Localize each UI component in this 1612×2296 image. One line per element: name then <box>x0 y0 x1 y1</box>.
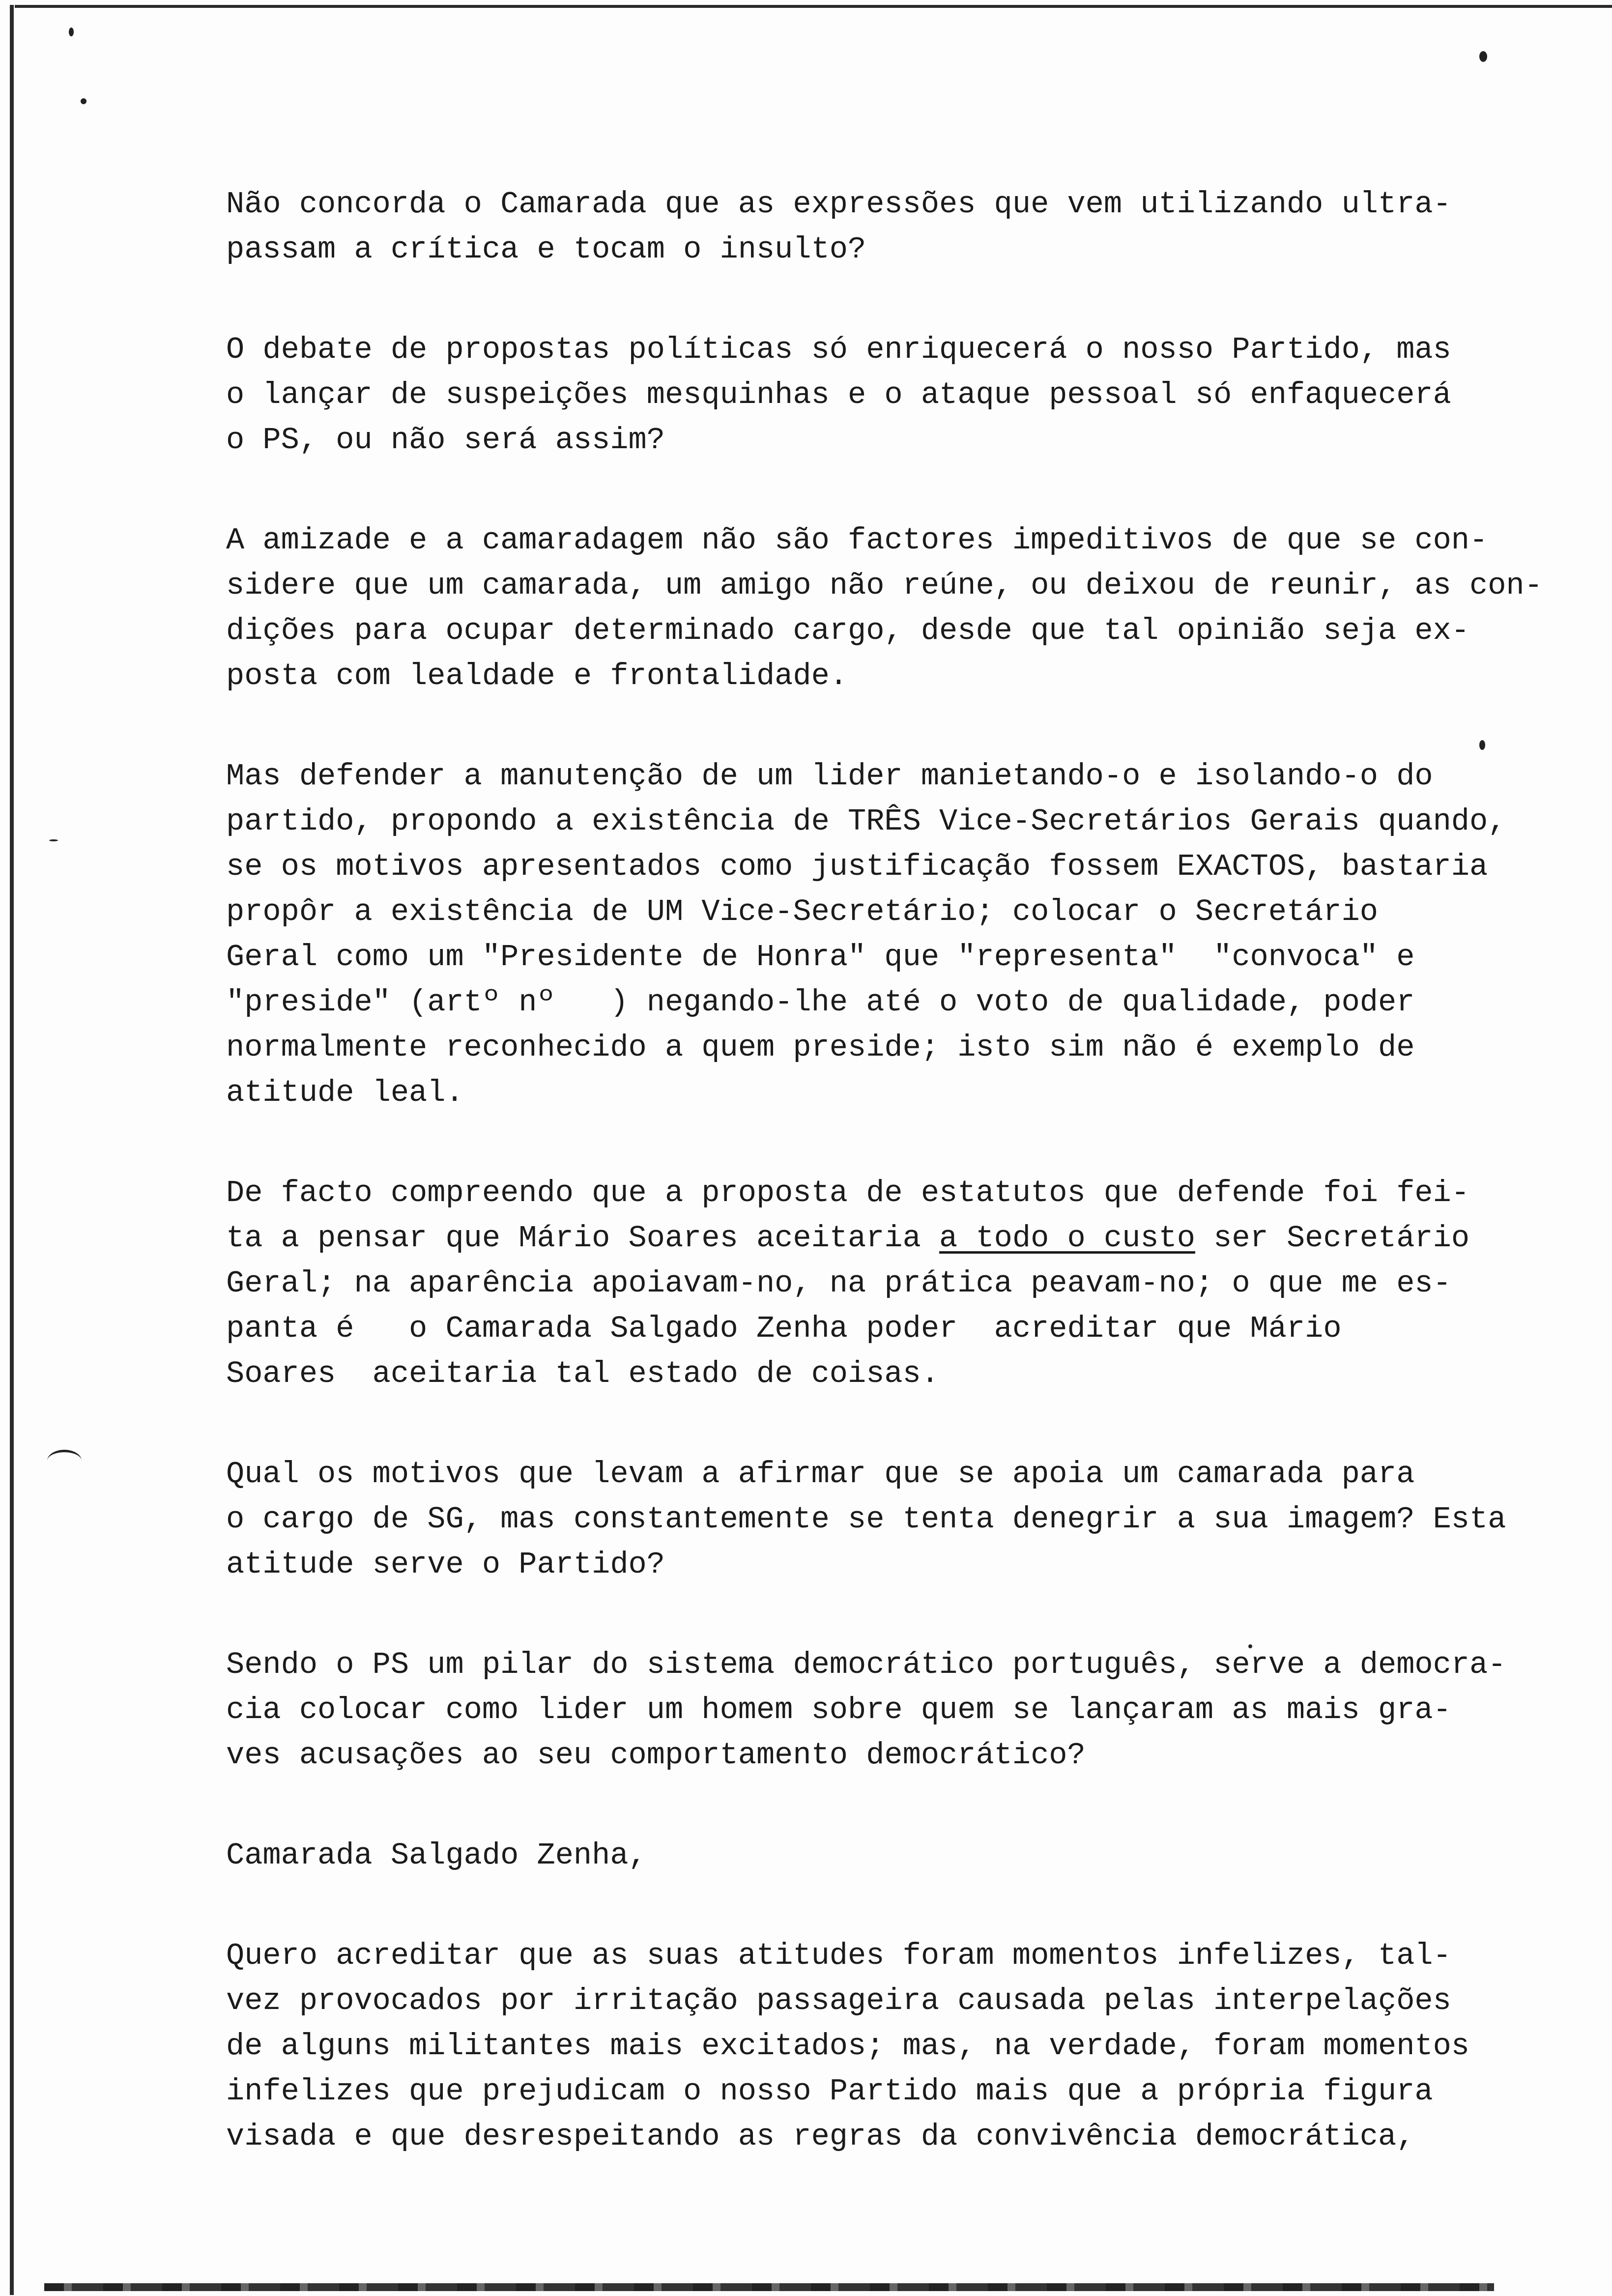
text-segment: ser Secretário <box>1195 1221 1470 1256</box>
paragraph-9 <box>226 1933 1583 2159</box>
paragraph-5 <box>226 1171 1583 1397</box>
paragraph-2 <box>226 327 1583 463</box>
text-line: Qual os motivos que levam a afirmar que se apoia um camarada para <box>226 1457 1415 1492</box>
scan-top-edge <box>15 5 1612 8</box>
scan-speck <box>69 28 74 36</box>
text-line: Quero acreditar que as suas atitudes foram momentos infelizes, tal- <box>226 1938 1451 1973</box>
text-line: se os motivos apresentados como justificação fossem EXACTOS, bastaria <box>226 849 1488 884</box>
scan-left-edge <box>10 5 14 2295</box>
scan-arc-mark <box>47 1450 82 1472</box>
text-line: infelizes que prejudicam o nosso Partido mais que a própria figura <box>226 2074 1433 2109</box>
text-line: A amizade e a camaradagem não são factores impeditivos de que se con- <box>226 523 1488 558</box>
text-line: cia colocar como lider um homem sobre quem se lançaram as mais gra- <box>226 1693 1451 1727</box>
letter-body <box>226 182 1583 2214</box>
text-line: de alguns militantes mais excitados; mas, na verdade, foram momentos <box>226 2029 1470 2064</box>
text-line: vez provocados por irritação passageira causada pelas interpelações <box>226 1983 1451 2018</box>
paragraph-6 <box>226 1452 1583 1587</box>
text-line: Mas defender a manutenção de um lider manietando-o e isolando-o do <box>226 759 1433 794</box>
paragraph-1 <box>226 182 1583 272</box>
text-line: Sendo o PS um pilar do sistema democrático português, serve a democra- <box>226 1647 1506 1682</box>
text-line: Camarada Salgado Zenha, <box>226 1838 647 1873</box>
text-line <box>226 1216 1583 1261</box>
text-line: partido, propondo a existência de TRÊS Vice-Secretários Gerais quando, <box>226 804 1506 839</box>
paragraph-7 <box>226 1642 1583 1778</box>
text-line: De facto compreendo que a proposta de estatutos que defende foi fei- <box>226 1176 1470 1210</box>
text-line: o cargo de SG, mas constantemente se tenta denegrir a sua imagem? Esta <box>226 1502 1506 1537</box>
underlined-emphasis: a todo o custo <box>939 1221 1195 1256</box>
text-line: normalmente reconhecido a quem preside; isto sim não é exemplo de <box>226 1030 1415 1065</box>
text-line: atitude leal. <box>226 1075 464 1110</box>
text-line: visada e que desrespeitando as regras da convivência democrática, <box>226 2119 1415 2154</box>
text-line: O debate de propostas políticas só enriquecerá o nosso Partido, mas <box>226 332 1451 367</box>
text-line: atitude serve o Partido? <box>226 1547 665 1582</box>
text-line: propôr a existência de UM Vice-Secretário; colocar o Secretário <box>226 894 1378 929</box>
text-segment: ta a pensar que Mário Soares aceitaria <box>226 1221 940 1256</box>
text-line: Geral; na aparência apoiavam-no, na prática peavam-no; o que me es- <box>226 1266 1451 1301</box>
scan-speck <box>1479 51 1487 62</box>
scan-speck <box>49 839 58 841</box>
text-line: Geral como um "Presidente de Honra" que "representa" "convoca" e <box>226 940 1415 975</box>
text-line: passam a crítica e tocam o insulto? <box>226 232 866 267</box>
paragraph-8 <box>226 1833 1583 1878</box>
text-line: panta é o Camarada Salgado Zenha poder acreditar que Mário <box>226 1311 1342 1346</box>
text-line: o lançar de suspeições mesquinhas e o ataque pessoal só enfaquecerá <box>226 377 1451 412</box>
text-line: "preside" (artº nº ) negando-lhe até o voto de qualidade, poder <box>226 985 1415 1020</box>
text-line: Não concorda o Camarada que as expressões que vem utilizando ultra- <box>226 187 1451 222</box>
text-line: o PS, ou não será assim? <box>226 423 665 458</box>
text-line: sidere que um camarada, um amigo não reúne, ou deixou de reunir, as con- <box>226 568 1543 603</box>
text-line: dições para ocupar determinado cargo, desde que tal opinião seja ex- <box>226 613 1470 648</box>
paragraph-3 <box>226 518 1583 699</box>
scan-speck <box>81 98 86 104</box>
text-line: Soares aceitaria tal estado de coisas. <box>226 1356 940 1391</box>
text-line: ves acusações ao seu comportamento democrático? <box>226 1738 1086 1773</box>
text-line: posta com lealdade e frontalidade. <box>226 659 848 693</box>
scan-bottom-edge <box>44 2283 1494 2291</box>
paragraph-4 <box>226 754 1583 1116</box>
